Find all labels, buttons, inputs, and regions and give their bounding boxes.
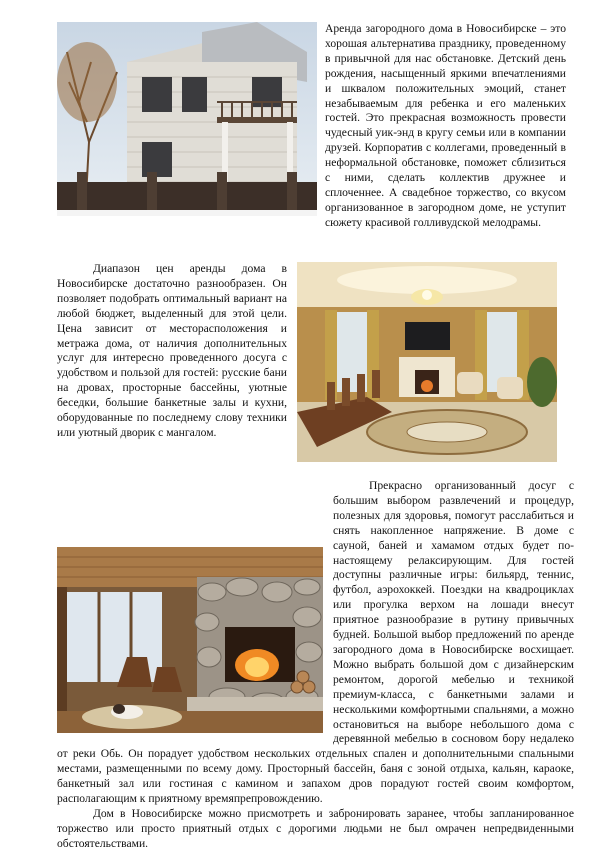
paragraph-4: Дом в Новосибирске можно присмотреть и забронировать заранее, чтобы запланированное торжество или просто приятный отдых с дорогими людьми не был омрачен непредвиденными обстоятельствами. [57,806,574,850]
stone-fireplace-photo [57,547,323,733]
paragraph-2: Диапазон цен аренды дома в Новосибирске достаточно разнообразен. Он позволяет подобрать оптимальный вариант на любой бюджет, выделенный для этой цели. Цена зависит от месторасположения и метража дома, от наличия дополнительных услуг для интересно проведенного досуга с удобством и пользой для гостей: русские бани на дровах, просторные бассейны, уютные беседки, большие банкетные залы и кухни, оборудованные по последнему слову техники или уютный дворик с мангалом. [57,262,287,439]
paragraph-1: Аренда загородного дома в Новосибирске – это хорошая альтернатива празднику, проведенному в привычной для нас обстановке. Детский день рождения, насыщенный яркими впечатлениями и шквалом положительных эмоций, станет незабываемым для ребенка и его маленьких гостей. Это прекрасная возможность провести чудесный уик-энд в кругу семьи или в компании друзей. Корпоратив с коллегами, проведенный в неформальной обстановке, поможет сблизиться с ними, сделать коллектив дружнее и сплоченнее. А свадебное торжество, со вкусом организованное в загородном доме, не уступит сюжету красивой голливудской мелодрамы. [325,22,566,229]
house-exterior-photo [57,22,317,216]
section-1 [57,22,566,231]
section-2 [57,262,557,466]
paragraph-3: Прекрасно организованный досуг с большим выбором развлечений и процедур, полезных для здоровья, помогут расслабиться и снять накопленное напряжение. В доме с сауной, баней и хамамом отдых будет по-настоящему релаксирующим. Для гостей доступны различные игры: бильярд, теннис, футбол, аэрохоккей. Поездки на квадроциклах или прогулка верхом на лошади внесут приятное разнообразие в рутину привычных будней. Большой выбор предложений по аренде загородного дома в Новосибирске восхищает. Можно выбрать большой дом с дизайнерским ремонтом, дорогой мебелью и техникой премиум-класса, с банкетными залами и несколькими комфортными спальнями, а можно остановиться на выборе небольшого дома с деревянной мебелью в сосновом бору недалеко от реки Обь. Он порадует удобством нескольких отдельных спален и дополнительными спальными местами, размещенными по всему дому. Просторный бассейн, баня с зоной отдыха, кальян, караоке, банкетный зал или гостиная с камином и запахом дров порадуют гостей своим комфортом, располагающим к приятному времяпрепровождению. [57,479,574,806]
section-3 [57,479,574,852]
banquet-hall-photo [297,262,557,462]
